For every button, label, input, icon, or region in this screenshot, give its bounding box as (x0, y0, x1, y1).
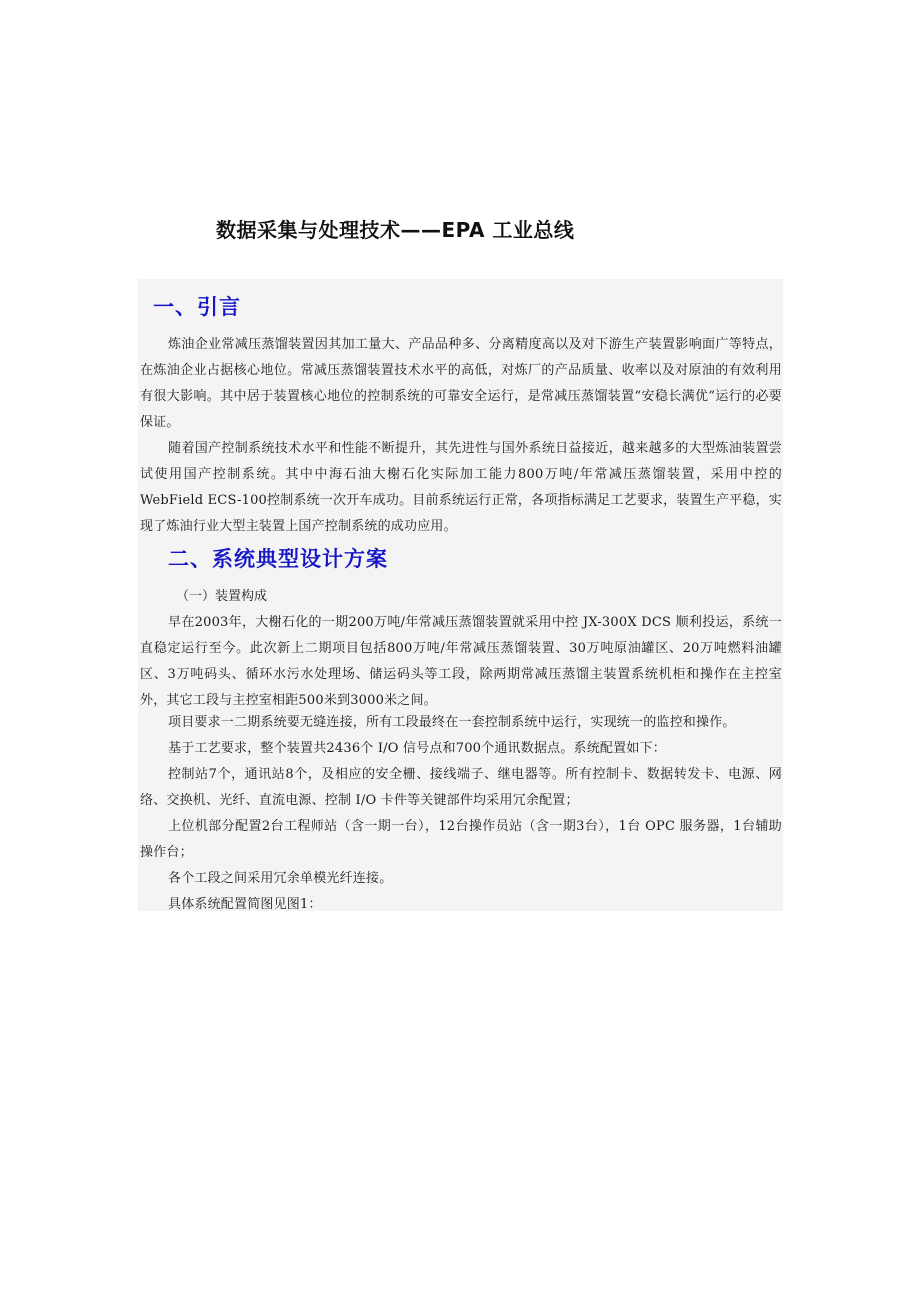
paragraph: 基于工艺要求，整个装置共2436个 I/O 信号点和700个通讯数据点。系统配置如下： (168, 741, 666, 756)
paragraph: 各个工段之间采用冗余单模光纤连接。 (168, 871, 393, 886)
paragraph: 炼油企业常减压蒸馏装置因其加工量大、产品品种多、分离精度高以及对下游生产装置影响面广等特点，在炼油企业占据核心地位。常减压蒸馏装置技术水平的高低，对炼厂的产品质量、收率以及对原油的有效利用有很大影响。其中居于装置核心地位的控制系统的可靠安全运行，是常减压蒸馏装置“安稳长满优”运行的必要保证。 (140, 337, 782, 430)
paragraph: 上位机部分配置2台工程师站（含一期一台），12台操作员站（含一期3台），1台 OPC 服务器，1台辅助操作台； (140, 819, 782, 860)
paragraph: 早在2003年，大榭石化的一期200万吨/年常减压蒸馏装置就采用中控 JX-300X DCS 顺利投运，系统一直稳定运行至今。此次新上二期项目包括800万吨/年常减压蒸馏装置、30万吨原油罐区、20万吨燃料油罐区、3万吨码头、循环水污水处理场、储运码头等工段，除两期常减压蒸馏主装置系统机柜和操作在主控室外，其它工段与主控室相距500米到3000米之间。 (140, 615, 782, 708)
paragraph: 控制站7个，通讯站8个，及相应的安全栅、接线端子、继电器等。所有控制卡、数据转发卡、电源、网络、交换机、光纤、直流电源、控制 I/O 卡件等关键部件均采用冗余配置； (140, 767, 782, 808)
paragraph: 具体系统配置简图见图1： (168, 897, 322, 912)
subsection-heading: （一）装置构成 (176, 589, 268, 604)
paragraph: 项目要求一二期系统要无缝连接，所有工段最终在一套控制系统中运行，实现统一的监控和操作。 (168, 715, 736, 730)
document-title: 数据采集与处理技术——EPA 工业总线 (216, 218, 575, 242)
document-body (138, 279, 783, 911)
section-heading-introduction: 一、引言 (153, 295, 241, 319)
paragraph: 随着国产控制系统技术水平和性能不断提升，其先进性与国外系统日益接近，越来越多的大型炼油装置尝试使用国产控制系统。其中中海石油大榭石化实际加工能力800万吨/年常减压蒸馏装置，采用中控的WebField ECS-100控制系统一次开车成功。目前系统运行正常，各项指标满足工艺要求，装置生产平稳，实现了炼油行业大型主装置上国产控制系统的成功应用。 (140, 441, 782, 534)
section-heading-system-design: 二、系统典型设计方案 (168, 547, 388, 571)
